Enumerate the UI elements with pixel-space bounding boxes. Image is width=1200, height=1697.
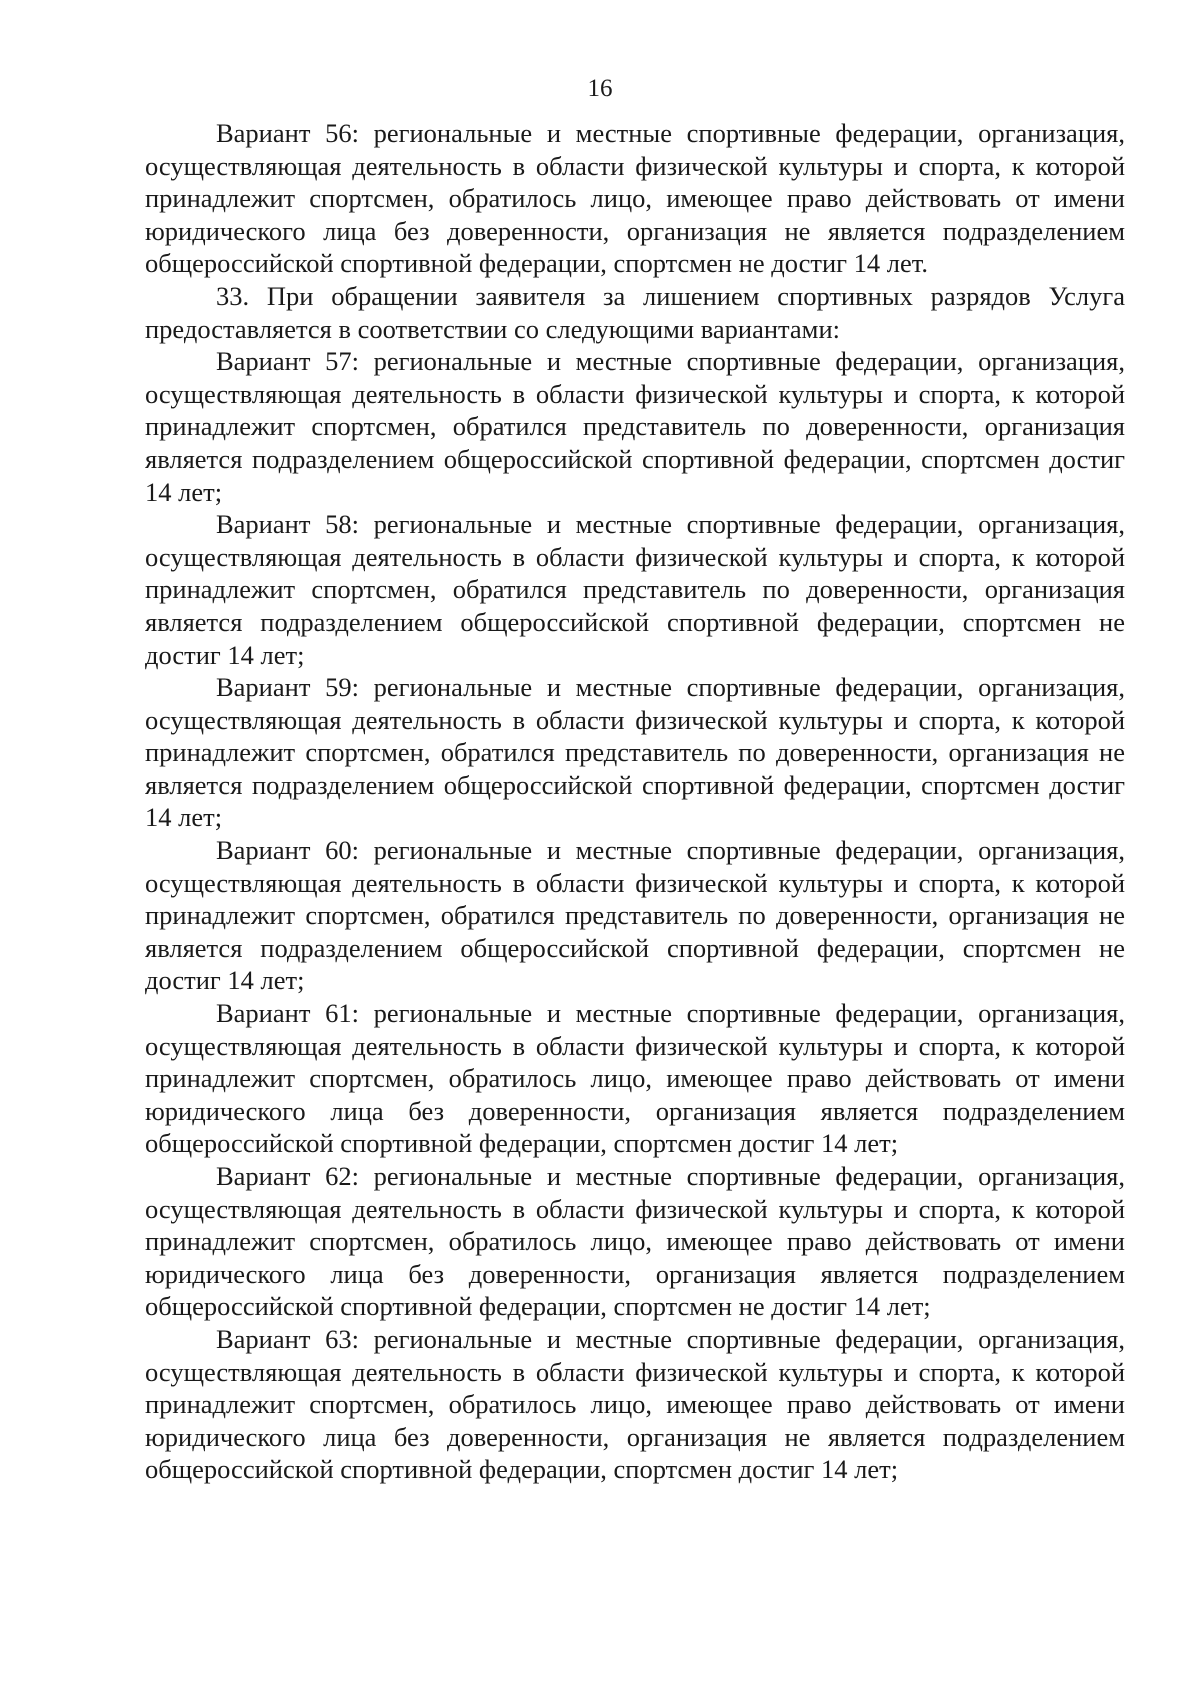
page-number: 16 xyxy=(587,75,613,102)
paragraph-variant-63: Вариант 63: региональные и местные спортивные федерации, организация, осуществляющая деятельность в области физической культуры и спорта, к которой принадлежит спортсмен, обратилось лицо, имеющее право действовать от имени юридического лица без доверенности, организация не является подразделением общероссийской спортивной федерации, спортсмен достиг 14 лет; xyxy=(145,1323,1125,1485)
paragraph-variant-62: Вариант 62: региональные и местные спортивные федерации, организация, осуществляющая деятельность в области физической культуры и спорта, к которой принадлежит спортсмен, обратилось лицо, имеющее право действовать от имени юридического лица без доверенности, организация является подразделением общероссийской спортивной федерации, спортсмен не достиг 14 лет; xyxy=(145,1161,1125,1322)
paragraph-item-33: 33. При обращении заявителя за лишением спортивных разрядов Услуга предоставляется в соответствии со следующими вариантами: xyxy=(145,280,1125,344)
paragraph-variant-61: Вариант 61: региональные и местные спортивные федерации, организация, осуществляющая деятельность в области физической культуры и спорта, к которой принадлежит спортсмен, обратилось лицо, имеющее право действовать от имени юридического лица без доверенности, организация является подразделением общероссийской спортивной федерации, спортсмен достиг 14 лет; xyxy=(145,998,1125,1159)
paragraph-variant-56: Вариант 56: региональные и местные спортивные федерации, организация, осуществляющая деятельность в области физической культуры и спорта, к которой принадлежит спортсмен, обратилось лицо, имеющее право действовать от имени юридического лица без доверенности, организация не является подразделением общероссийской спортивной федерации, спортсмен не достиг 14 лет. xyxy=(145,118,1125,279)
paragraph-variant-59: Вариант 59: региональные и местные спортивные федерации, организация, осуществляющая деятельность в области физической культуры и спорта, к которой принадлежит спортсмен, обратился представитель по доверенности, организация не является подразделением общероссийской спортивной федерации, спортсмен достиг 14 лет; xyxy=(145,672,1125,833)
paragraph-variant-60: Вариант 60: региональные и местные спортивные федерации, организация, осуществляющая деятельность в области физической культуры и спорта, к которой принадлежит спортсмен, обратился представитель по доверенности, организация не является подразделением общероссийской спортивной федерации, спортсмен не достиг 14 лет; xyxy=(145,835,1125,996)
paragraph-variant-57: Вариант 57: региональные и местные спортивные федерации, организация, осуществляющая деятельность в области физической культуры и спорта, к которой принадлежит спортсмен, обратился представитель по доверенности, организация является подразделением общероссийской спортивной федерации, спортсмен достиг 14 лет; xyxy=(145,346,1125,507)
document-body xyxy=(145,117,1125,1486)
paragraph-variant-58: Вариант 58: региональные и местные спортивные федерации, организация, осуществляющая деятельность в области физической культуры и спорта, к которой принадлежит спортсмен, обратился представитель по доверенности, организация является подразделением общероссийской спортивной федерации, спортсмен не достиг 14 лет; xyxy=(145,509,1125,670)
